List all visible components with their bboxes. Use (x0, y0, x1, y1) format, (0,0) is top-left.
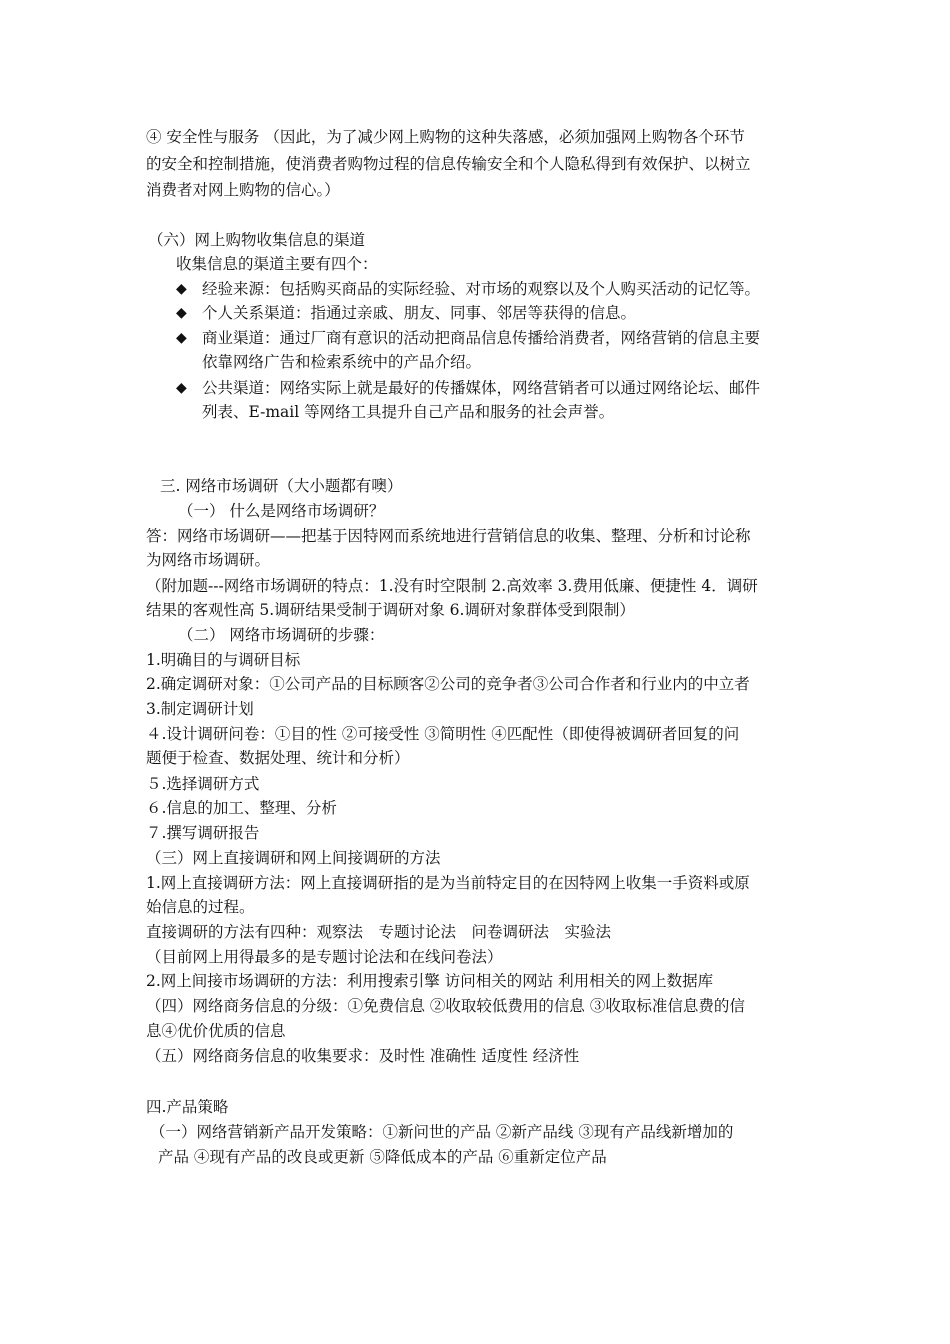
diamond-bullet-icon: ◆ (176, 330, 187, 346)
channel-item-continuation: 依靠网络广告和检索系统中的产品介绍。 (202, 353, 482, 371)
channel-item: 商业渠道：通过厂商有意识的活动把商品信息传播给消费者，网络营销的信息主要 (202, 329, 761, 347)
research-step: ７.撰写调研报告 (146, 824, 260, 842)
channel-item-continuation: 列表、E-mail 等网络工具提升自己产品和服务的社会声誉。 (202, 403, 615, 421)
research-q1: （一） 什么是网络市场调研？ (178, 502, 385, 520)
research-answer-line: 答：网络市场调研——把基于因特网而系统地进行营销信息的收集、整理、分析和讨论称 (146, 527, 751, 545)
research-method-line: 1.网上直接调研方法：网上直接调研指的是为当前特定目的在因特网上收集一手资料或原 (146, 874, 750, 892)
research-method-line: 始信息的过程。 (146, 898, 255, 916)
product-line: （一）网络营销新产品开发策略：①新问世的产品 ②新产品线 ③现有产品线新增加的 (150, 1123, 734, 1141)
product-line: 产品 ④现有产品的改良或更新 ⑤降低成本的产品 ⑥重新定位产品 (158, 1148, 607, 1166)
research-method-line: 直接调研的方法有四种：观察法 专题讨论法 问卷调研法 实验法 (146, 923, 612, 941)
research-q4-line: 息④优价优质的信息 (146, 1022, 286, 1040)
research-step: ６.信息的加工、整理、分析 (146, 799, 337, 817)
research-answer-line: 为网络市场调研。 (146, 551, 271, 569)
research-step: 2.确定调研对象：①公司产品的目标顾客②公司的竞争者③公司合作者和行业内的中立者 (146, 675, 750, 693)
diamond-bullet-icon: ◆ (176, 281, 187, 297)
research-q4-line: （四）网络商务信息的分级：①免费信息 ②收取较低费用的信息 ③收取标准信息费的信 (146, 997, 745, 1015)
research-step: 3.制定调研计划 (146, 700, 254, 718)
diamond-bullet-icon: ◆ (176, 380, 187, 396)
research-method-line: （目前网上用得最多的是专题讨论法和在线问卷法） (146, 948, 503, 966)
channels-intro: 收集信息的渠道主要有四个： (176, 255, 378, 273)
channel-item: 公共渠道：网络实际上就是最好的传播媒体，网络营销者可以通过网络论坛、邮件 (202, 379, 761, 397)
research-step: 题便于检查、数据处理、统计和分析） (146, 749, 410, 767)
security-paragraph-line: ④ 安全性与服务 （因此，为了减少网上购物的这种失落感，必须加强网上购物各个环节 (146, 128, 745, 146)
research-extra-line: 结果的客观性高 5.调研结果受制于调研对象 6.调研对象群体受到限制） (146, 601, 635, 619)
research-extra-line: （附加题---网络市场调研的特点：1.没有时空限制 2.高效率 3.费用低廉、便捷性 4．调研 (146, 577, 758, 595)
security-paragraph-line: 的安全和控制措施，使消费者购物过程的信息传输安全和个人隐私得到有效保护、以树立 (146, 155, 751, 173)
channel-item: 经验来源：包括购买商品的实际经验、对市场的观察以及个人购买活动的记忆等。 (202, 280, 761, 298)
security-paragraph-line: 消费者对网上购物的信心。） (146, 181, 340, 199)
research-q3: （三）网上直接调研和网上间接调研的方法 (146, 849, 441, 867)
product-heading: 四.产品策略 (146, 1098, 229, 1116)
research-method-line: 2.网上间接市场调研的方法：利用搜索引擎 访问相关的网站 利用相关的网上数据库 (146, 972, 714, 990)
research-q5: （五）网络商务信息的收集要求：及时性 准确性 适度性 经济性 (146, 1047, 580, 1065)
research-heading: 三. 网络市场调研（大小题都有噢） (160, 477, 403, 495)
research-q2: （二） 网络市场调研的步骤： (178, 626, 385, 644)
research-step: 1.明确目的与调研目标 (146, 651, 301, 669)
research-step: ５.选择调研方式 (146, 775, 260, 793)
diamond-bullet-icon: ◆ (176, 305, 187, 321)
research-step: ４.设计调研问卷：①目的性 ②可接受性 ③简明性 ④匹配性（即使得被调研者回复的问 (146, 725, 740, 743)
channels-heading: （六）网上购物收集信息的渠道 (148, 231, 366, 249)
channel-item: 个人关系渠道：指通过亲戚、朋友、同事、邻居等获得的信息。 (202, 304, 637, 322)
